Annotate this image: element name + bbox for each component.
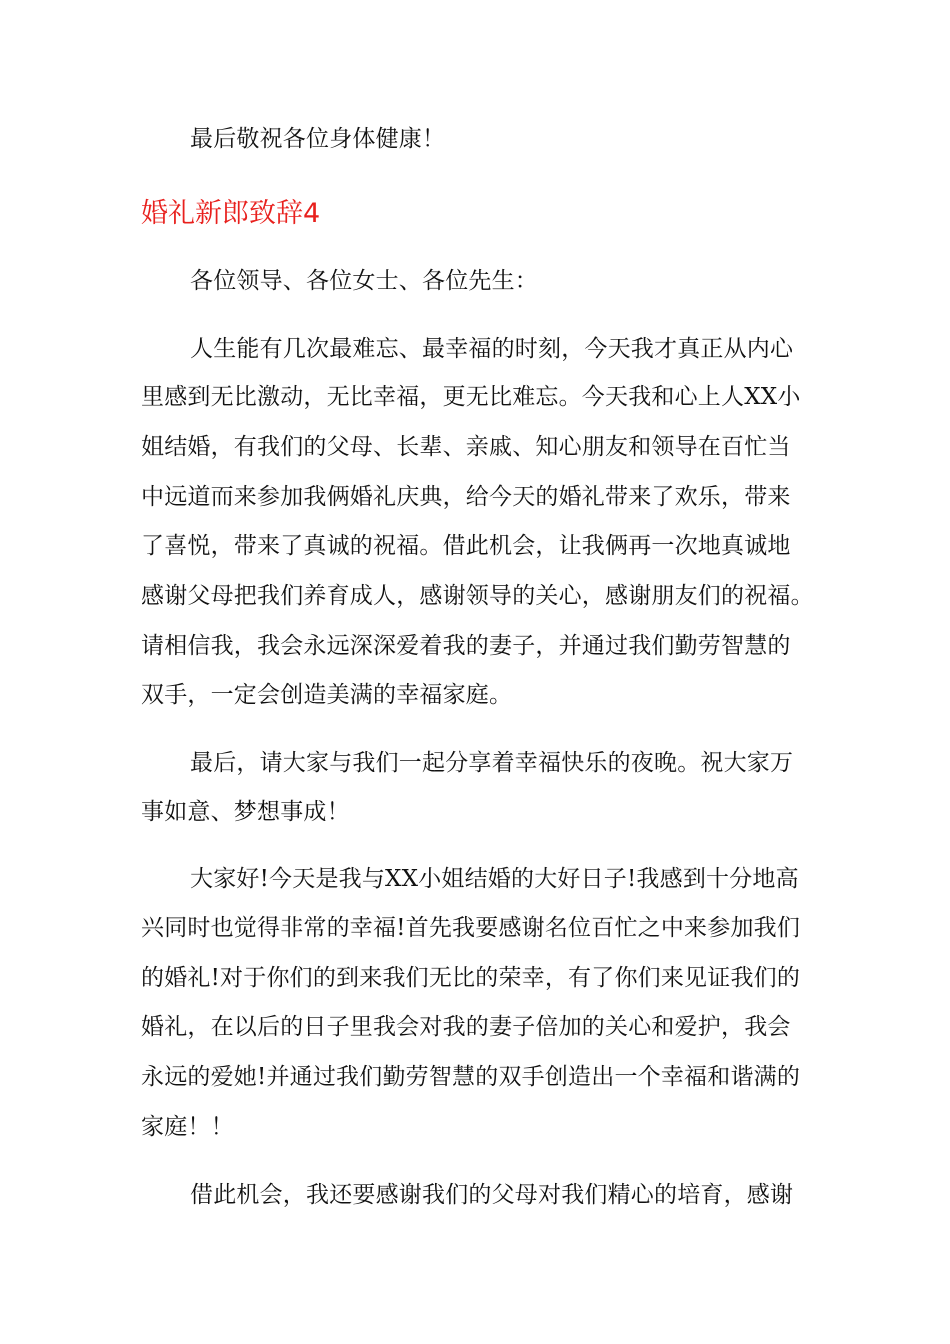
paragraph-line: 姐结婚，有我们的父母、长辈、亲戚、知心朋友和领导在百忙当 (141, 434, 791, 460)
paragraph-line: 大家好!今天是我与XX小姐结婚的大好日子!我感到十分地高 (190, 866, 799, 892)
paragraph-line: 最后，请大家与我们一起分享着幸福快乐的夜晚。祝大家万 (190, 750, 794, 776)
paragraph-line: 了喜悦，带来了真诚的祝福。借此机会，让我俩再一次地真诚地 (141, 533, 791, 559)
paragraph-line: 兴同时也觉得非常的幸福!首先我要感谢名位百忙之中来参加我们 (141, 915, 801, 941)
paragraph-line: 借此机会，我还要感谢我们的父母对我们精心的培育，感谢 (190, 1182, 794, 1208)
paragraph-line: 感谢父母把我们养育成人，感谢领导的关心，感谢朋友们的祝福。 (141, 583, 814, 609)
section-heading: 婚礼新郎致辞4 (141, 198, 321, 229)
paragraph-line: 永远的爱她!并通过我们勤劳智慧的双手创造出一个幸福和谐满的 (141, 1064, 801, 1090)
greeting-line: 各位领导、各位女士、各位先生： (190, 268, 538, 294)
paragraph-line: 的婚礼!对于你们的到来我们无比的荣幸，有了你们来见证我们的 (141, 965, 801, 991)
paragraph-line: 婚礼，在以后的日子里我会对我的妻子倍加的关心和爱护，我会 (141, 1014, 791, 1040)
paragraph-line: 里感到无比激动，无比幸福，更无比难忘。今天我和心上人XX小 (141, 384, 801, 410)
paragraph-line: 人生能有几次最难忘、最幸福的时刻，今天我才真正从内心 (190, 336, 794, 362)
paragraph-line: 请相信我，我会永远深深爱着我的妻子，并通过我们勤劳智慧的 (141, 633, 791, 659)
closing-line: 最后敬祝各位身体健康！ (190, 126, 446, 152)
paragraph-line: 中远道而来参加我俩婚礼庆典，给今天的婚礼带来了欢乐，带来 (141, 484, 791, 510)
paragraph-line: 双手，一定会创造美满的幸福家庭。 (141, 682, 513, 708)
paragraph-line: 家庭！！ (141, 1114, 234, 1140)
paragraph-line: 事如意、梦想事成！ (141, 799, 350, 825)
